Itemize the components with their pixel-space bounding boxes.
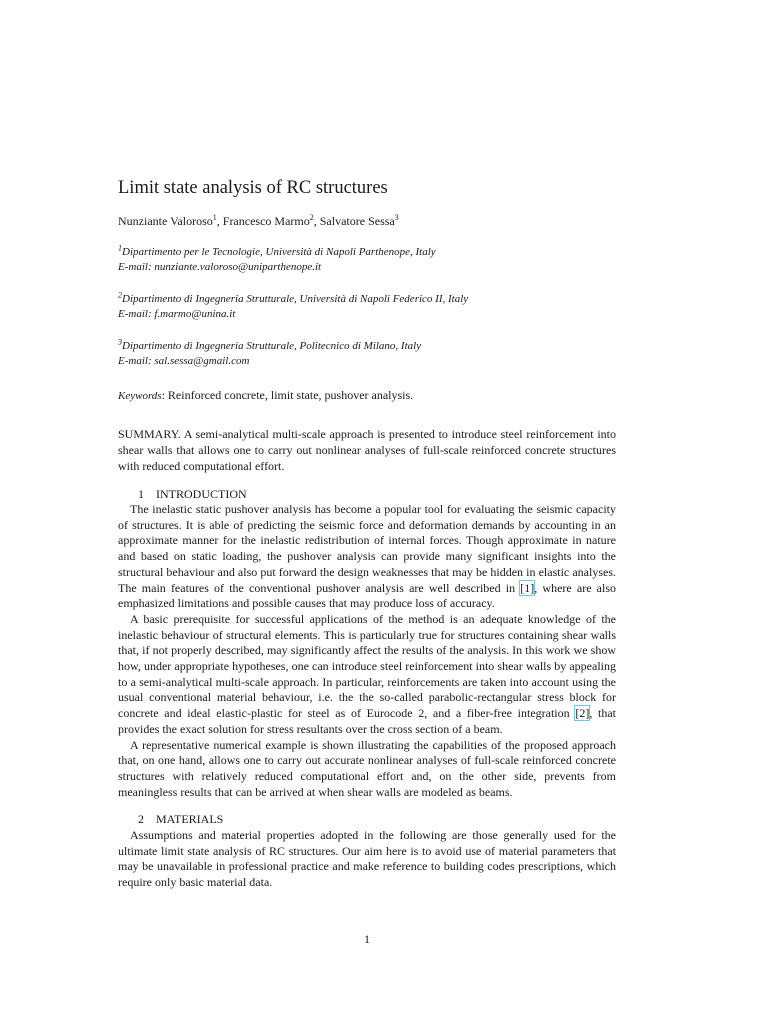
author-superscript: 2 bbox=[309, 213, 314, 222]
author-separator: , bbox=[216, 214, 223, 228]
citation-link[interactable]: [2] bbox=[575, 706, 590, 721]
section-body-introduction bbox=[118, 502, 616, 800]
affiliation-1 bbox=[118, 245, 436, 275]
section-heading-materials bbox=[138, 812, 223, 827]
author-superscript: 3 bbox=[394, 213, 399, 222]
affiliation-2 bbox=[118, 292, 468, 322]
author-superscript: 1 bbox=[212, 213, 217, 222]
paragraph-text: Assumptions and material properties adopted in the following are those generally used for the ultimate limit state analysis of RC structures. Our aim here is to avoid use of material parameters that may be unavailable in professional practice and make reference to building codes prescriptions, which require only basic material data. bbox=[118, 828, 616, 890]
affiliation-email: E-mail: nunziante.valoroso@uniparthenope.it bbox=[118, 261, 322, 273]
keywords-label: Keywords bbox=[118, 390, 162, 402]
affiliation-department: Dipartimento di Ingegneria Strutturale, Politecnico di Milano, Italy bbox=[122, 340, 422, 352]
affiliation-email: E-mail: sal.sessa@gmail.com bbox=[118, 355, 250, 367]
affiliation-3 bbox=[118, 339, 421, 369]
affiliation-email: E-mail: f.marmo@unina.it bbox=[118, 308, 236, 320]
body-paragraph bbox=[118, 502, 616, 612]
section-body-materials bbox=[118, 828, 616, 891]
page-number: 1 bbox=[364, 932, 370, 946]
section-title: INTRODUCTION bbox=[156, 487, 247, 501]
paragraph-text: A basic prerequisite for successful applications of the method is an adequate knowledge of the inelastic behaviour of structural elements. This is particularly true for structures containing shear walls that, if not properly described, may significantly affect the results of the analysis. In this work we show how, under appropriate hypotheses, one can introduce steel reinforcement into shear walls by appealing to a semi-analytical multi-scale approach. In particular, reinforcements are taken into account using the usual conventional material behaviour, i.e. the the so-called parabolic-rectangular stress block for concrete and ideal elastic-plastic for steel as of Eurocode 2, and a fiber-free integration bbox=[118, 611, 616, 721]
affiliation-department: Dipartimento per le Tecnologie, Università di Napoli Parthenope, Italy bbox=[122, 246, 436, 258]
affiliation-superscript: 2 bbox=[118, 290, 122, 300]
keywords-line bbox=[118, 388, 413, 403]
paper-title: Limit state analysis of RC structures bbox=[118, 178, 388, 198]
summary-abstract: SUMMARY. A semi-analytical multi-scale approach is presented to introduce steel reinforcement into shear walls that allows one to carry out nonlinear analyses of full-scale reinforced concrete structures with reduced computational effort. bbox=[118, 427, 616, 473]
section-number: 2 bbox=[138, 812, 144, 826]
body-paragraph bbox=[118, 738, 616, 801]
author-separator: , bbox=[313, 214, 320, 228]
section-heading-introduction bbox=[138, 487, 247, 502]
body-paragraph bbox=[118, 828, 616, 891]
author-name: Salvatore Sessa bbox=[319, 214, 395, 228]
author-name: Nunziante Valoroso bbox=[118, 214, 213, 228]
paragraph-text: A representative numerical example is shown illustrating the capabilities of the proposed approach that, on one hand, allows one to carry out accurate nonlinear analyses of full-scale reinforced concrete structures with relatively reduced computational effort and, on the other side, prevents from meaningless results that can be arrived at when shear walls are modeled as beams. bbox=[118, 737, 616, 799]
keywords-text: : Reinforced concrete, limit state, pushover analysis. bbox=[161, 388, 414, 402]
paragraph-text: The inelastic static pushover analysis has become a popular tool for evaluating the seismic capacity of structures. It is able of predicting the seismic force and deformation demands by accounting in an approximate manner for the inelastic redistribution of internal forces. Though approximate in nature and based on static loading, the pushover analysis can provide many significant insights into the structural behaviour and also put forward the design weaknesses that may be hidden in elastic analyses. The main features of the conventional pushover analysis are well described in bbox=[118, 502, 616, 595]
body-paragraph bbox=[118, 612, 616, 738]
affiliation-superscript: 1 bbox=[118, 243, 122, 253]
section-number: 1 bbox=[138, 487, 144, 501]
author-list bbox=[118, 214, 399, 229]
author-name: Francesco Marmo bbox=[222, 214, 310, 228]
section-title: MATERIALS bbox=[156, 812, 224, 826]
citation-link[interactable]: [1] bbox=[520, 580, 535, 595]
paragraph-text: , that provides the exact solution for stress resultants over the cross section of a beam. bbox=[118, 706, 616, 736]
paragraph-text: , where are also emphasized limitations and possible causes that may produce loss of accuracy. bbox=[118, 580, 616, 611]
affiliation-superscript: 3 bbox=[118, 337, 122, 347]
affiliation-department: Dipartimento di Ingegneria Strutturale, Università di Napoli Federico II, Italy bbox=[122, 293, 469, 305]
